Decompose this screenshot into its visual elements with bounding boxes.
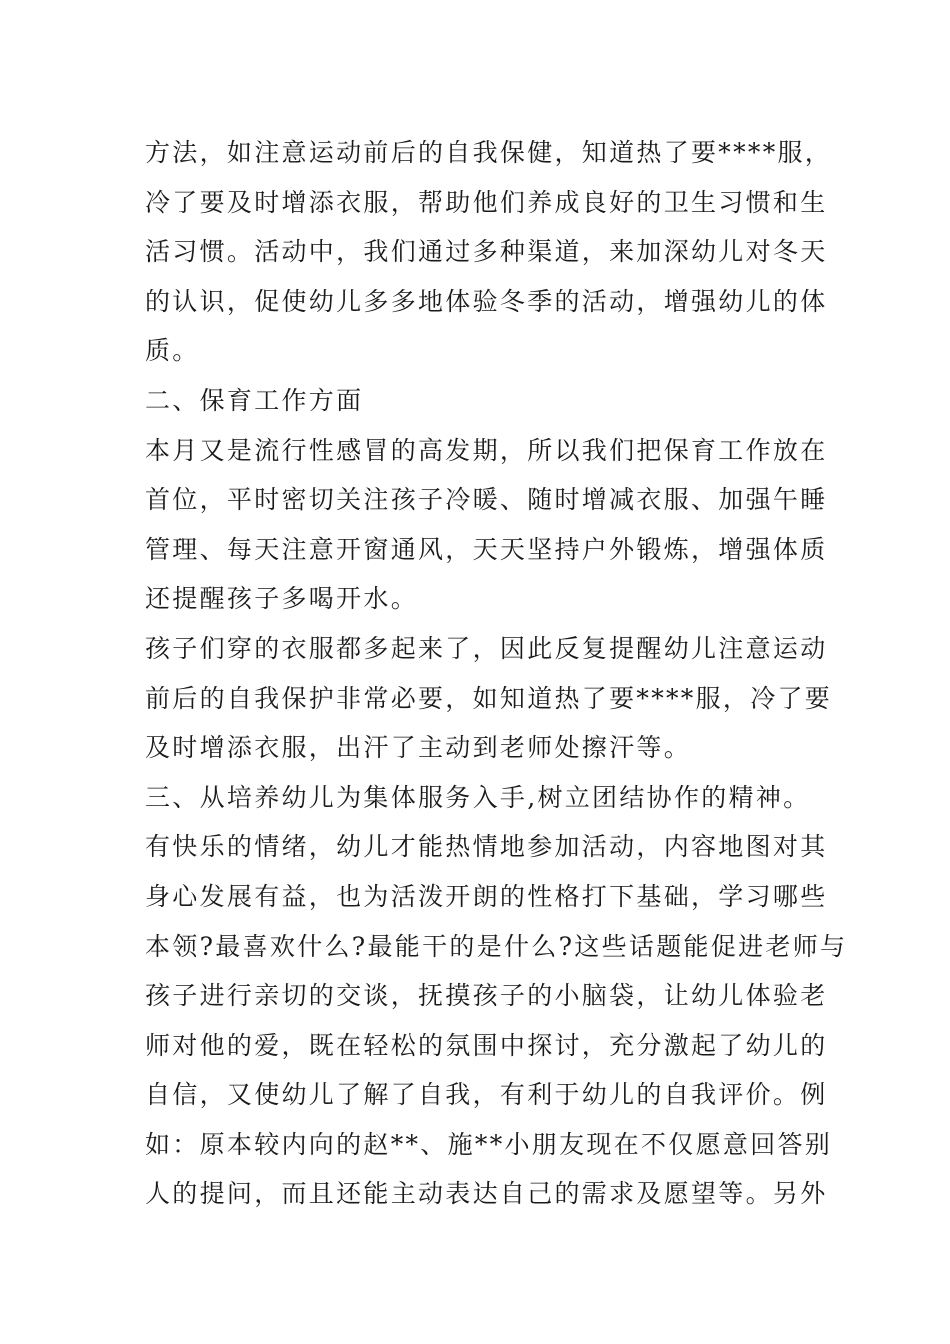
text-line: 的认识，促使幼儿多多地体验冬季的活动，增强幼儿的体 [145,286,828,316]
text-line: 人的提问，而且还能主动表达自己的需求及愿望等。另外 [145,1179,828,1209]
text-line: 管理、每天注意开窗通风，天天坚持户外锻炼，增强体质 [145,534,828,564]
text-line: 前后的自我保护非常必要，如知道热了要****服，冷了要 [145,683,833,713]
text-line: 自信，又使幼儿了解了自我，有利于幼儿的自我评价。例 [145,1080,828,1110]
section-heading: 二、保育工作方面 [145,385,364,415]
text-line: 有快乐的情绪，幼儿才能热情地参加活动，内容地图对其 [145,832,828,862]
text-line: 首位，平时密切关注孩子冷暖、随时增减衣服、加强午睡 [145,485,828,515]
text-line: 还提醒孩子多喝开水。 [145,584,419,614]
text-line: 活习惯。活动中，我们通过多种渠道，来加深幼儿对冬天 [145,237,828,267]
text-line: 本领?最喜欢什么?最能干的是什么?这些话题能促进老师与 [145,931,848,961]
text-line: 本月又是流行性感冒的高发期，所以我们把保育工作放在 [145,435,828,465]
section-heading: 三、从培养幼儿为集体服务入手,树立团结协作的精神。 [145,782,811,812]
text-line: 孩子进行亲切的交谈，抚摸孩子的小脑袋，让幼儿体验老 [145,981,828,1011]
text-line: 质。 [145,336,200,366]
text-line: 方法，如注意运动前后的自我保健，知道热了要****服， [145,138,833,167]
text-line: 如：原本较内向的赵**、施**小朋友现在不仅愿意回答别 [145,1129,833,1159]
text-line: 身心发展有益，也为活泼开朗的性格打下基础，学习哪些 [145,881,828,911]
document-body [145,128,848,1219]
text-line: 师对他的爱，既在轻松的氛围中探讨，充分激起了幼儿的 [145,1030,828,1060]
text-line: 孩子们穿的衣服都多起来了，因此反复提醒幼儿注意运动 [145,633,828,663]
text-line: 及时增添衣服，出汗了主动到老师处擦汗等。 [145,733,692,763]
text-line: 冷了要及时增添衣服，帮助他们养成良好的卫生习惯和生 [145,187,828,217]
